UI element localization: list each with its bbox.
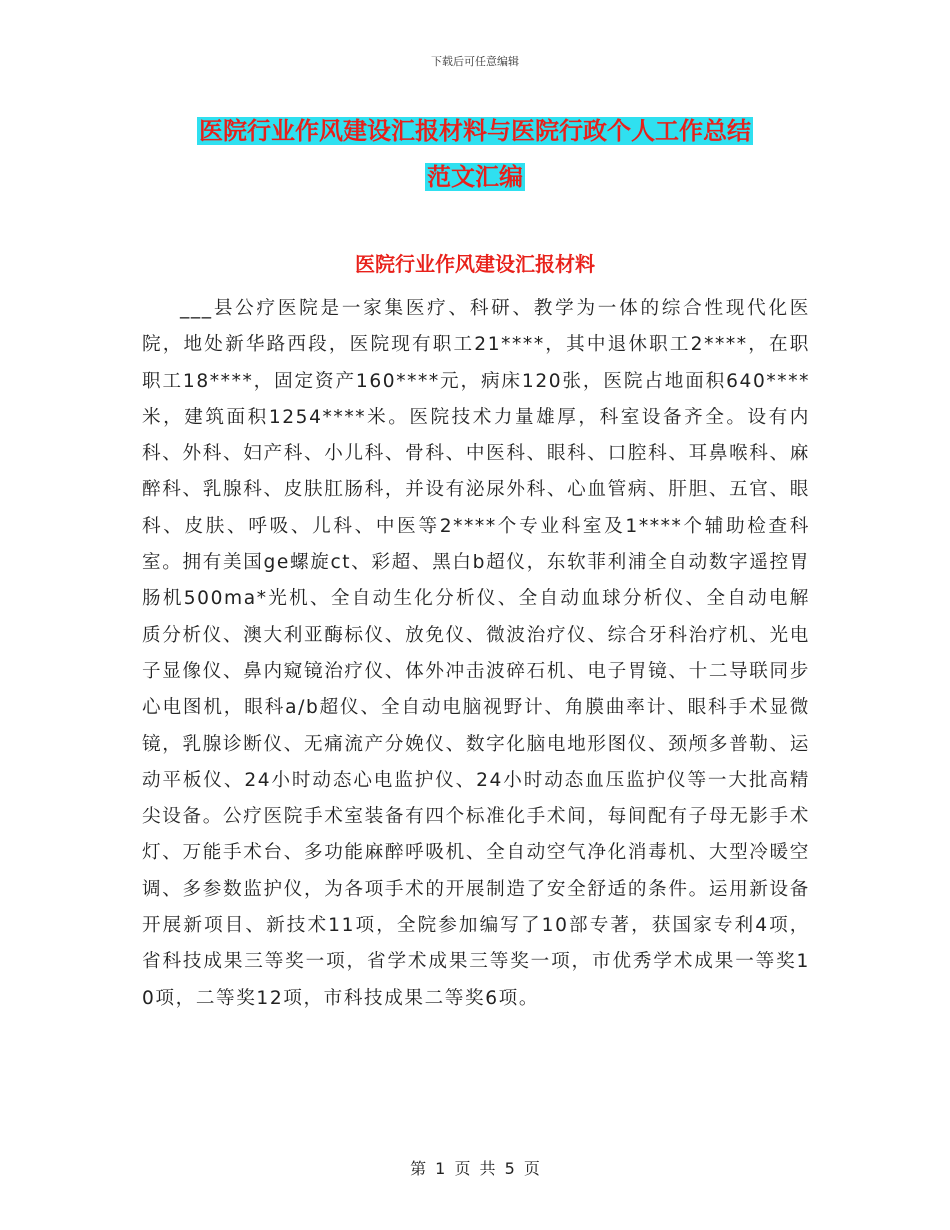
body-paragraph: ___县公疗医院是一家集医疗、科研、教学为一体的综合性现代化医院，地处新华路西段，医院现有职工21****，其中退休职工2****，在职职工18****，固定资产160****元，病床120张，医院占地面积640****米，建筑面积1254****米。医院技术力量雄厚，科室设备齐全。设有内科、外科、妇产科、小儿科、骨科、中医科、眼科、口腔科、耳鼻喉科、麻醉科、乳腺科、皮肤肛肠科，并设有泌尿外科、心血管病、肝胆、五官、眼科、皮肤、呼吸、儿科、中医等2****个专业科室及1****个辅助检查科室。拥有美国ge螺旋ct、彩超、黑白b超仪，东软菲利浦全自动数字遥控胃肠机500ma*光机、全自动生化分析仪、全自动血球分析仪、全自动电解质分析仪、澳大利亚酶标仪、放免仪、微波治疗仪、综合牙科治疗机、光电子显像仪、鼻内窥镜治疗仪、体外冲击波碎石机、电子胃镜、十二导联同步心电图机，眼科a/b超仪、全自动电脑视野计、角膜曲率计、眼科手术显微镜，乳腺诊断仪、无痛流产分娩仪、数字化脑电地形图仪、颈颅多普勒、运动平板仪、24小时动态心电监护仪、24小时动态血压监护仪等一大批高精尖设备。公疗医院手术室装备有四个标准化手术间，每间配有子母无影手术灯、万能手术台、多功能麻醉呼吸机、全自动空气净化消毒机、大型冷暖空调、多参数监护仪，为各项手术的开展制造了安全舒适的条件。运用新设备开展新项目、新技术11项，全院参加编写了10部专著，获国家专利4项，省科技成果三等奖一项，省学术成果三等奖一项，市优秀学术成果一等奖10项，二等奖12项，市科技成果二等奖6项。 xyxy=(142,298,810,1009)
document-title-line1: 医院行业作风建设汇报材料与医院行政个人工作总结 xyxy=(199,117,751,145)
document-title xyxy=(140,108,810,200)
document-title-line2: 范文汇编 xyxy=(427,163,523,191)
page-footer-pagination: 第 1 页 共 5 页 xyxy=(410,1159,540,1178)
section-title: 医院行业作风建设汇报材料 xyxy=(355,252,595,276)
page-header-note: 下载后可任意编辑 xyxy=(431,55,519,68)
